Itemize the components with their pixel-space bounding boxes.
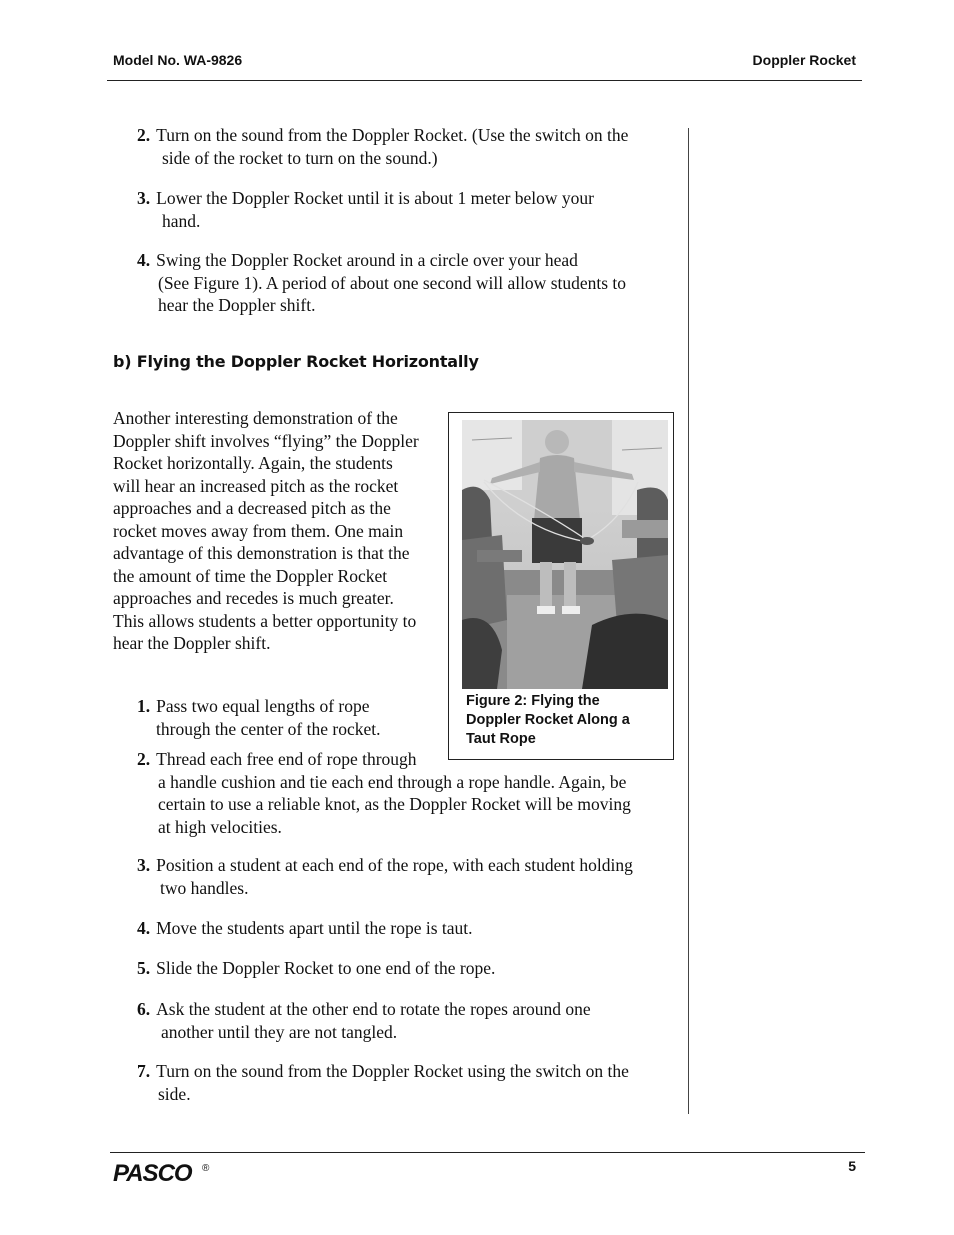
step-number: 4.	[137, 250, 151, 270]
step-number: 2.	[137, 749, 151, 769]
step-text-continued: (See Figure 1). A period of about one second will allow students to	[158, 272, 627, 293]
step-a-3	[137, 187, 667, 232]
step-text-continued: another until they are not tangled.	[161, 1021, 398, 1042]
intro-paragraph	[113, 407, 443, 655]
step-text-continued: a handle cushion and tie each end through a rope handle. Again, be	[158, 771, 627, 792]
figure-2	[448, 412, 674, 760]
step-number: 7.	[137, 1061, 151, 1081]
caption-line: Taut Rope	[466, 731, 536, 747]
caption-line: Figure 2: Flying the	[466, 693, 600, 709]
step-text: Thread each free end of rope through	[156, 749, 417, 769]
step-text-continued: side.	[158, 1083, 191, 1104]
step-b-3	[137, 854, 667, 899]
step-text-continued: through the center of the rocket.	[156, 718, 381, 739]
section-heading: b) Flying the Doppler Rocket Horizontally	[113, 352, 479, 371]
step-text-continued: side of the rocket to turn on the sound.)	[162, 147, 438, 168]
step-number: 4.	[137, 918, 151, 938]
intro-line: Rocket horizontally. Again, the students	[113, 453, 393, 473]
intro-line: This allows students a better opportunity to	[113, 610, 417, 631]
step-b-1	[137, 695, 437, 740]
classroom-photo	[462, 420, 668, 689]
step-b-2	[137, 748, 667, 838]
step-text: Turn on the sound from the Doppler Rocket. (Use the switch on the	[156, 125, 629, 145]
step-text-continued: hand.	[162, 210, 201, 231]
intro-line: approaches and recedes is much greater.	[113, 588, 394, 608]
step-a-4	[137, 249, 667, 317]
header-divider	[107, 80, 862, 81]
step-number: 1.	[137, 696, 151, 716]
intro-line: advantage of this demonstration is that the	[113, 543, 410, 563]
intro-line: hear the Doppler shift.	[113, 633, 271, 653]
step-text: Pass two equal lengths of rope	[156, 696, 370, 716]
registered-mark: ®	[202, 1163, 210, 1174]
intro-line: the amount of time the Doppler Rocket	[113, 565, 388, 586]
step-text: Lower the Doppler Rocket until it is about 1 meter below your	[156, 188, 595, 208]
header-model-number: Model No. WA-9826	[113, 52, 243, 68]
step-text-continued: at high velocities.	[158, 816, 282, 837]
step-text: Turn on the sound from the Doppler Rocket using the switch on the	[156, 1061, 629, 1081]
step-text: Position a student at each end of the rope, with each student holding	[156, 855, 633, 875]
figure-caption	[466, 692, 666, 749]
step-a-2	[137, 124, 667, 169]
step-number: 2.	[137, 125, 151, 145]
step-number: 3.	[137, 188, 151, 208]
intro-line: rocket moves away from them. One main	[113, 520, 404, 541]
step-text: Move the students apart until the rope is taut.	[156, 918, 473, 938]
step-text-continued: hear the Doppler shift.	[158, 295, 316, 315]
step-text: Ask the student at the other end to rotate the ropes around one	[156, 999, 591, 1019]
step-text: Slide the Doppler Rocket to one end of the rope.	[156, 958, 496, 978]
caption-line: Doppler Rocket Along a	[466, 712, 630, 728]
intro-line: Another interesting demonstration of the	[113, 408, 398, 428]
intro-line: will hear an increased pitch as the rocket	[113, 475, 399, 496]
footer-divider	[110, 1152, 865, 1153]
step-text-continued: certain to use a reliable knot, as the Doppler Rocket will be moving	[158, 794, 631, 814]
step-b-5	[137, 957, 667, 980]
step-text-continued: two handles.	[160, 877, 249, 898]
pasco-logo: PASCO	[113, 1160, 192, 1187]
step-number: 6.	[137, 999, 151, 1019]
step-b-4	[137, 917, 667, 940]
header-title: Doppler Rocket	[752, 52, 856, 68]
intro-line: approaches and a decreased pitch as the	[113, 498, 391, 518]
step-number: 3.	[137, 855, 151, 875]
margin-rule	[688, 128, 689, 1114]
intro-line: Doppler shift involves “flying” the Doppler	[113, 430, 419, 451]
step-b-6	[137, 998, 667, 1043]
step-number: 5.	[137, 958, 151, 978]
step-text: Swing the Doppler Rocket around in a circle over your head	[156, 250, 578, 270]
step-b-7	[137, 1060, 667, 1105]
page-number: 5	[848, 1158, 856, 1174]
